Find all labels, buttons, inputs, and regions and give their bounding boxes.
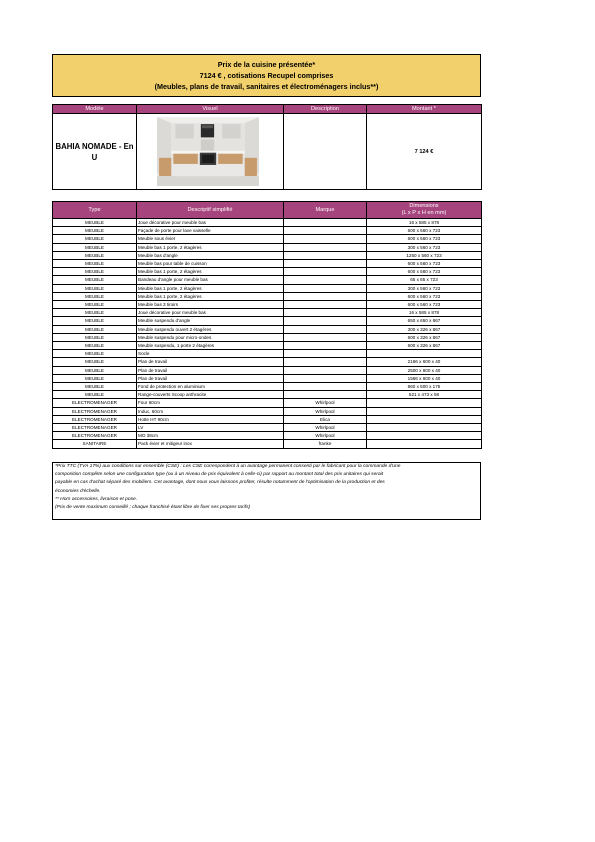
row-type: MEUBLE	[53, 350, 137, 358]
row-dimensions: 16 x 585 x 878	[367, 309, 482, 317]
row-type: MEUBLE	[53, 366, 137, 374]
row-type: SANITAIRE	[53, 440, 137, 448]
row-description: Façade de porte pour lave vaisselle	[137, 227, 284, 235]
row-brand: Whirlpool	[284, 424, 367, 432]
row-type: ELECTROMENAGER	[53, 407, 137, 415]
table-row	[53, 219, 482, 227]
table-row	[53, 251, 482, 259]
row-brand	[284, 284, 367, 292]
row-description: Meuble bas 1 porte, 2 étagères	[137, 243, 284, 251]
row-description: Hotte HT 90cm	[137, 415, 284, 423]
row-description: Plan de travail	[137, 366, 284, 374]
row-brand	[284, 374, 367, 382]
summary-table	[52, 104, 482, 190]
row-brand	[284, 235, 367, 243]
row-brand: Whirlpool	[284, 407, 367, 415]
footnote-line: économies d'échelle.	[55, 488, 101, 494]
row-description: Meuble bas 1 porte, 2 étagères	[137, 292, 284, 300]
row-dimensions	[367, 407, 482, 415]
row-dimensions: 1250 x 560 x 723	[367, 251, 482, 259]
row-description: Plan de travail	[137, 374, 284, 382]
row-brand	[284, 260, 367, 268]
row-type: MEUBLE	[53, 260, 137, 268]
table-row	[53, 243, 482, 251]
row-brand	[284, 325, 367, 333]
row-brand	[284, 350, 367, 358]
table-row	[53, 276, 482, 284]
row-description: Socle	[137, 350, 284, 358]
row-type: MEUBLE	[53, 358, 137, 366]
row-dimensions: 860 x 500 x 175	[367, 383, 482, 391]
row-description: Meuble bas pour table de cuisson	[137, 260, 284, 268]
amount-value: 7 124 €	[367, 114, 482, 190]
row-description: Bandeau d'angle pour meuble bas	[137, 276, 284, 284]
row-type: MEUBLE	[53, 325, 137, 333]
row-description: Induc. 60cm	[137, 407, 284, 415]
footnote-line: composition complète selon une configuration type (ou à un niveau de prix équivalent à celle-ci) par rapport au montant total des prix unitaires qui serait	[55, 472, 384, 478]
row-type: MEUBLE	[53, 276, 137, 284]
row-brand	[284, 391, 367, 399]
row-brand	[284, 268, 367, 276]
row-description: MO 38cm	[137, 432, 284, 440]
row-description: Fond de protection en aluminium	[137, 383, 284, 391]
row-brand	[284, 383, 367, 391]
row-brand	[284, 292, 367, 300]
row-type: MEUBLE	[53, 227, 137, 235]
header-visual: Visuel	[137, 105, 284, 114]
row-dimensions: 600 x 560 x 723	[367, 292, 482, 300]
header-model: Modèle	[53, 105, 137, 114]
model-name: BAHIA NOMADE - En U	[53, 114, 137, 190]
row-type: MEUBLE	[53, 342, 137, 350]
row-description: Meuble bas 1 porte, 2 étagères	[137, 284, 284, 292]
row-description: Joue décorative pour meuble bas	[137, 219, 284, 227]
table-row	[53, 424, 482, 432]
row-brand	[284, 333, 367, 341]
row-description: Pack évier et mitigeur inox	[137, 440, 284, 448]
row-brand	[284, 227, 367, 235]
row-type: MEUBLE	[53, 284, 137, 292]
row-type: MEUBLE	[53, 268, 137, 276]
row-brand	[284, 309, 367, 317]
row-dimensions: 300 x 560 x 723	[367, 243, 482, 251]
row-dimensions: 300 x 560 x 723	[367, 284, 482, 292]
row-type: MEUBLE	[53, 374, 137, 382]
row-dimensions: 300 x 326 x 867	[367, 325, 482, 333]
header-amount: Montant *	[367, 105, 482, 114]
footnotes	[52, 462, 481, 520]
row-dimensions: 600 x 560 x 723	[367, 235, 482, 243]
row-dimensions: 2166 x 600 x 40	[367, 358, 482, 366]
row-dimensions	[367, 432, 482, 440]
header-simplified-description: Descriptif simplifié	[137, 202, 284, 219]
row-description: Meuble bas 3 tiroirs	[137, 301, 284, 309]
row-brand	[284, 358, 367, 366]
row-description: Four 60cm	[137, 399, 284, 407]
row-dimensions: 600 x 560 x 723	[367, 260, 482, 268]
row-type: MEUBLE	[53, 292, 137, 300]
row-description: Meuble suspendu ouvert 2 étagères	[137, 325, 284, 333]
row-type: MEUBLE	[53, 301, 137, 309]
row-description: Meuble suspendu, 1 porte 2 étagères	[137, 342, 284, 350]
row-description: Meuble bas d'angle	[137, 251, 284, 259]
row-dimensions: 650 x 650 x 867	[367, 317, 482, 325]
row-type: MEUBLE	[53, 251, 137, 259]
row-dimensions: 600 x 560 x 723	[367, 227, 482, 235]
row-type: ELECTROMENAGER	[53, 415, 137, 423]
row-type: MEUBLE	[53, 243, 137, 251]
row-type: MEUBLE	[53, 317, 137, 325]
banner-note: (Meubles, plans de travail, sanitaires et électroménagers inclus**)	[154, 82, 379, 91]
description-cell	[284, 114, 367, 190]
table-row	[53, 333, 482, 341]
row-dimensions: 600 x 560 x 723	[367, 301, 482, 309]
row-brand: franke	[284, 440, 367, 448]
banner-price: 7124 € , cotisations Recupel comprises	[199, 71, 334, 80]
table-row	[53, 350, 482, 358]
row-type: ELECTROMENAGER	[53, 399, 137, 407]
table-row	[53, 317, 482, 325]
table-row	[53, 399, 482, 407]
row-description: Range-couverts Scoop anthracite	[137, 391, 284, 399]
kitchen-render-image	[157, 117, 259, 186]
kitchen-image	[137, 114, 284, 190]
banner-title: Prix de la cuisine présentée*	[217, 60, 316, 69]
footnote-line: (Prix de vente maximum conseillé ; chaque franchisé étant libre de fixer ses propres tarifs)	[55, 505, 251, 511]
row-brand	[284, 342, 367, 350]
row-dimensions	[367, 424, 482, 432]
table-row	[53, 374, 482, 382]
row-dimensions	[367, 350, 482, 358]
header-description: Description	[284, 105, 367, 114]
row-description: Meuble bas 1 porte, 2 étagères	[137, 268, 284, 276]
table-row	[53, 366, 482, 374]
summary-row	[53, 114, 482, 190]
table-row	[53, 391, 482, 399]
row-dimensions: 521 x 473 x 58	[367, 391, 482, 399]
row-type: MEUBLE	[53, 309, 137, 317]
row-type: ELECTROMENAGER	[53, 432, 137, 440]
row-dimensions	[367, 440, 482, 448]
row-dimensions: 65 x 65 x 723	[367, 276, 482, 284]
header-dimensions-line2: (L x P x H en mm)	[401, 210, 447, 216]
table-row	[53, 325, 482, 333]
table-row	[53, 301, 482, 309]
table-row	[53, 440, 482, 448]
header-type: Type	[53, 202, 137, 219]
row-dimensions	[367, 415, 482, 423]
table-row	[53, 260, 482, 268]
row-type: MEUBLE	[53, 391, 137, 399]
footnote-line: *Prix TTC (TVA 17%) aux conditions sur ensemble (CSE) : Les CSE correspondent à un avantage permanent consenti par le fabricant pour la commande d'une	[55, 464, 401, 469]
row-type: MEUBLE	[53, 219, 137, 227]
table-row	[53, 407, 482, 415]
table-row	[53, 358, 482, 366]
table-row	[53, 415, 482, 423]
row-brand	[284, 317, 367, 325]
row-dimensions	[367, 399, 482, 407]
row-type: MEUBLE	[53, 333, 137, 341]
row-brand	[284, 251, 367, 259]
parts-table	[52, 201, 482, 449]
row-brand	[284, 366, 367, 374]
price-banner	[52, 54, 481, 97]
row-dimensions: 16 x 585 x 878	[367, 219, 482, 227]
table-row	[53, 227, 482, 235]
row-dimensions: 2500 x 600 x 40	[367, 366, 482, 374]
row-dimensions: 600 x 326 x 867	[367, 333, 482, 341]
row-description: LV	[137, 424, 284, 432]
table-row	[53, 235, 482, 243]
row-dimensions: 600 x 326 x 867	[367, 342, 482, 350]
row-brand	[284, 219, 367, 227]
row-description: Meuble suspendu pour micro-ondes	[137, 333, 284, 341]
table-row	[53, 268, 482, 276]
table-row	[53, 342, 482, 350]
row-dimensions: 1566 x 600 x 40	[367, 374, 482, 382]
row-brand	[284, 243, 367, 251]
row-description: Joue décorative pour meuble bas	[137, 309, 284, 317]
footnote-line: ** Hors accessoires, livraison et pose.	[55, 496, 138, 502]
row-description: Meuble sous évier	[137, 235, 284, 243]
row-type: MEUBLE	[53, 383, 137, 391]
table-row	[53, 284, 482, 292]
table-row	[53, 383, 482, 391]
footnote-line: payable en cas d'achat séparé des mobiliers. Cet avantage, dont nous vous laissons profiter, résulte notamment de l'optimisation de la production et des	[55, 480, 385, 486]
row-brand: Whirlpool	[284, 399, 367, 407]
row-brand	[284, 301, 367, 309]
row-brand: Whirlpool	[284, 432, 367, 440]
table-row	[53, 309, 482, 317]
summary-header-row	[53, 105, 482, 114]
row-description: Plan de travail	[137, 358, 284, 366]
row-dimensions: 600 x 560 x 723	[367, 268, 482, 276]
row-brand	[284, 276, 367, 284]
row-brand: Elica	[284, 415, 367, 423]
parts-header-row	[53, 202, 482, 219]
header-brand: Marque	[284, 202, 367, 219]
parts-body	[53, 219, 482, 449]
header-dimensions	[367, 202, 482, 219]
table-row	[53, 292, 482, 300]
header-dimensions-line1: Dimensions	[409, 203, 439, 209]
row-description: Meuble suspendu d'angle	[137, 317, 284, 325]
row-type: ELECTROMENAGER	[53, 424, 137, 432]
table-row	[53, 432, 482, 440]
row-type: MEUBLE	[53, 235, 137, 243]
